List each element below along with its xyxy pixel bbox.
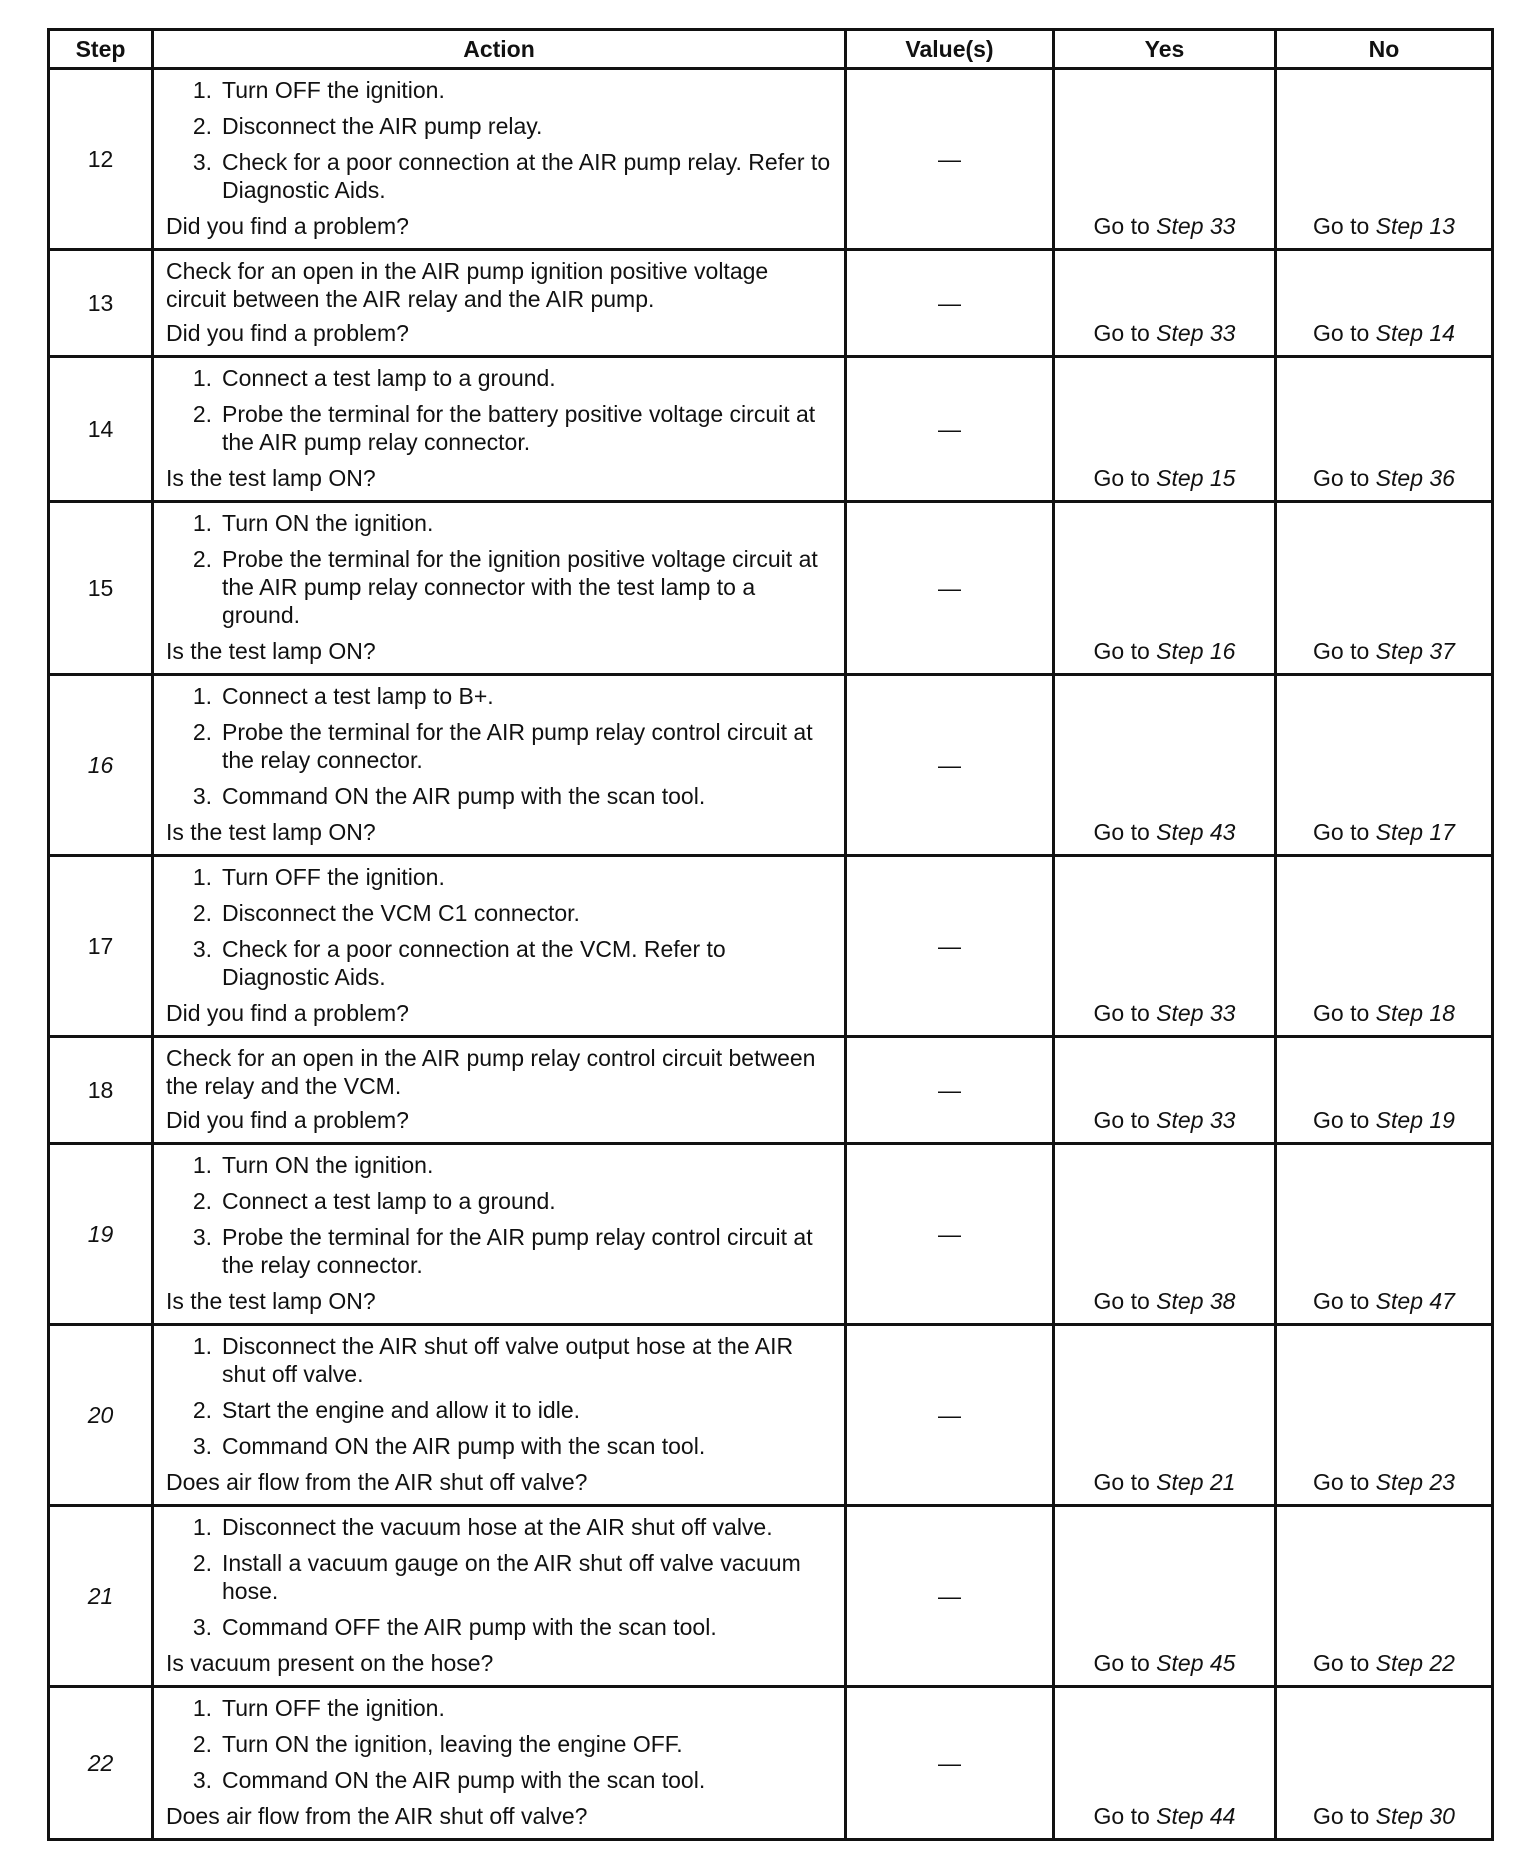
action-step-list: [166, 1151, 832, 1279]
no-prefix: Go to: [1313, 1000, 1376, 1026]
action-step-item: [166, 782, 832, 810]
no-cell: [1276, 357, 1493, 502]
action-step-item: [166, 1151, 832, 1179]
header-row: [49, 30, 1493, 69]
no-prefix: Go to: [1313, 1803, 1376, 1829]
step-number: 20: [49, 1325, 153, 1506]
no-step-link[interactable]: Step 37: [1375, 638, 1455, 664]
value-cell: —: [846, 856, 1054, 1037]
action-step-number: 1.: [192, 510, 212, 536]
action-step-list: [166, 863, 832, 991]
value-cell: —: [846, 1037, 1054, 1144]
no-step-link[interactable]: Step 17: [1375, 819, 1455, 845]
value-cell: —: [846, 502, 1054, 675]
yes-step-link[interactable]: Step 38: [1156, 1288, 1236, 1314]
yes-step-link[interactable]: Step 45: [1156, 1650, 1236, 1676]
action-step-number: 3.: [192, 1767, 212, 1793]
action-cell: [153, 856, 846, 1037]
action-step-text: Disconnect the VCM C1 connector.: [222, 900, 580, 926]
action-step-number: 3.: [192, 1433, 212, 1459]
header-yes: Yes: [1054, 30, 1276, 69]
value-cell: —: [846, 675, 1054, 856]
yes-step-link[interactable]: Step 33: [1156, 213, 1236, 239]
action-step-number: 3.: [192, 1224, 212, 1250]
yes-prefix: Go to: [1093, 1000, 1157, 1026]
action-question: Is the test lamp ON?: [166, 819, 376, 845]
no-prefix: Go to: [1313, 213, 1376, 239]
yes-prefix: Go to: [1093, 1469, 1157, 1495]
no-prefix: Go to: [1313, 465, 1376, 491]
action-step-number: 2.: [192, 113, 212, 139]
action-step-list: [166, 682, 832, 810]
yes-step-link[interactable]: Step 21: [1156, 1469, 1236, 1495]
action-step-text: Probe the terminal for the AIR pump relay control circuit at the relay connector.: [222, 1224, 813, 1278]
action-step-number: 3.: [192, 783, 212, 809]
action-step-number: 1.: [192, 77, 212, 103]
no-step-link[interactable]: Step 36: [1375, 465, 1455, 491]
action-cell: [153, 675, 846, 856]
action-step-text: Command ON the AIR pump with the scan tool.: [222, 1767, 706, 1793]
action-cell: [153, 1037, 846, 1144]
table-row: [49, 1037, 1493, 1144]
action-step-list: [166, 364, 832, 456]
yes-cell: [1054, 856, 1276, 1037]
action-step-number: 1.: [192, 1695, 212, 1721]
action-step-text: Connect a test lamp to B+.: [222, 683, 494, 709]
no-cell: [1276, 69, 1493, 250]
yes-step-link[interactable]: Step 15: [1156, 465, 1236, 491]
yes-prefix: Go to: [1093, 638, 1157, 664]
value-cell: —: [846, 357, 1054, 502]
action-step-text: Turn ON the ignition, leaving the engine OFF.: [222, 1731, 683, 1757]
yes-prefix: Go to: [1093, 1803, 1157, 1829]
header-values: Value(s): [846, 30, 1054, 69]
table-row: [49, 1506, 1493, 1687]
action-step-item: [166, 1694, 832, 1722]
table-row: [49, 69, 1493, 250]
action-step-item: [166, 76, 832, 104]
action-step-item: [166, 1432, 832, 1460]
no-cell: [1276, 250, 1493, 357]
no-prefix: Go to: [1313, 1288, 1376, 1314]
action-step-item: [166, 935, 832, 991]
action-step-text: Check for a poor connection at the VCM. Refer to Diagnostic Aids.: [222, 936, 726, 990]
value-cell: —: [846, 1144, 1054, 1325]
action-step-number: 2.: [192, 546, 212, 572]
action-step-item: [166, 1766, 832, 1794]
action-question: Is vacuum present on the hose?: [166, 1650, 494, 1676]
action-cell: [153, 1144, 846, 1325]
yes-cell: [1054, 1037, 1276, 1144]
action-question: Does air flow from the AIR shut off valve?: [166, 1803, 588, 1829]
step-number: 22: [49, 1687, 153, 1840]
no-cell: [1276, 1506, 1493, 1687]
action-cell: [153, 69, 846, 250]
action-step-text: Probe the terminal for the AIR pump relay control circuit at the relay connector.: [222, 719, 813, 773]
action-step-text: Disconnect the vacuum hose at the AIR shut off valve.: [222, 1514, 773, 1540]
action-step-item: [166, 364, 832, 392]
action-step-item: [166, 1187, 832, 1215]
yes-cell: [1054, 1687, 1276, 1840]
action-step-number: 3.: [192, 1614, 212, 1640]
action-step-list: [166, 1332, 832, 1460]
header-action: Action: [153, 30, 846, 69]
yes-step-link[interactable]: Step 33: [1156, 1000, 1236, 1026]
no-cell: [1276, 502, 1493, 675]
step-number: 13: [49, 250, 153, 357]
action-step-number: 2.: [192, 900, 212, 926]
action-step-item: [166, 1513, 832, 1541]
action-step-text: Turn OFF the ignition.: [222, 1695, 445, 1721]
table-row: [49, 856, 1493, 1037]
action-step-text: Disconnect the AIR shut off valve output hose at the AIR shut off valve.: [222, 1333, 794, 1387]
no-step-link[interactable]: Step 30: [1375, 1803, 1455, 1829]
table-body: [49, 69, 1493, 1840]
value-cell: —: [846, 1506, 1054, 1687]
no-step-link[interactable]: Step 14: [1375, 320, 1455, 346]
action-cell: [153, 357, 846, 502]
step-number: 14: [49, 357, 153, 502]
no-cell: [1276, 1325, 1493, 1506]
no-prefix: Go to: [1313, 1107, 1376, 1133]
action-step-list: [166, 509, 832, 629]
action-step-item: [166, 899, 832, 927]
action-step-number: 1.: [192, 1333, 212, 1359]
no-prefix: Go to: [1313, 320, 1376, 346]
action-cell: [153, 1325, 846, 1506]
action-step-item: [166, 718, 832, 774]
no-step-link[interactable]: Step 13: [1375, 213, 1455, 239]
no-cell: [1276, 1687, 1493, 1840]
yes-step-link[interactable]: Step 33: [1156, 320, 1236, 346]
action-step-number: 2.: [192, 401, 212, 427]
action-step-item: [166, 1223, 832, 1279]
action-step-text: Install a vacuum gauge on the AIR shut off valve vacuum hose.: [222, 1550, 801, 1604]
action-step-item: [166, 1730, 832, 1758]
step-number: 15: [49, 502, 153, 675]
action-paragraph: Check for an open in the AIR pump relay control circuit between the relay and the VCM.: [166, 1045, 816, 1099]
action-cell: [153, 502, 846, 675]
yes-cell: [1054, 502, 1276, 675]
yes-prefix: Go to: [1093, 465, 1157, 491]
action-step-text: Connect a test lamp to a ground.: [222, 365, 556, 391]
no-prefix: Go to: [1313, 638, 1376, 664]
no-prefix: Go to: [1313, 1650, 1376, 1676]
action-cell: [153, 250, 846, 357]
action-step-number: 2.: [192, 1397, 212, 1423]
yes-cell: [1054, 250, 1276, 357]
yes-step-link[interactable]: Step 16: [1156, 638, 1236, 664]
no-step-link[interactable]: Step 18: [1375, 1000, 1455, 1026]
yes-cell: [1054, 1144, 1276, 1325]
action-step-text: Start the engine and allow it to idle.: [222, 1397, 581, 1423]
action-step-number: 2.: [192, 1188, 212, 1214]
no-prefix: Go to: [1313, 1469, 1376, 1495]
no-step-link[interactable]: Step 22: [1375, 1650, 1455, 1676]
yes-step-link[interactable]: Step 33: [1156, 1107, 1236, 1133]
table-row: [49, 1687, 1493, 1840]
action-step-text: Check for a poor connection at the AIR pump relay. Refer to Diagnostic Aids.: [222, 149, 831, 203]
action-question: Did you find a problem?: [166, 1000, 409, 1026]
action-step-item: [166, 1549, 832, 1605]
yes-prefix: Go to: [1093, 320, 1157, 346]
diagnostic-table-sheet: [47, 28, 1491, 1841]
table-row: [49, 1144, 1493, 1325]
no-cell: [1276, 856, 1493, 1037]
action-step-item: [166, 509, 832, 537]
action-step-item: [166, 1613, 832, 1641]
no-prefix: Go to: [1313, 819, 1376, 845]
action-cell: [153, 1506, 846, 1687]
yes-cell: [1054, 1506, 1276, 1687]
yes-prefix: Go to: [1093, 1288, 1157, 1314]
header-no: No: [1276, 30, 1493, 69]
action-step-item: [166, 400, 832, 456]
step-number: 18: [49, 1037, 153, 1144]
action-step-number: 1.: [192, 864, 212, 890]
value-cell: —: [846, 250, 1054, 357]
value-cell: —: [846, 1687, 1054, 1840]
action-step-item: [166, 1396, 832, 1424]
action-paragraph: Check for an open in the AIR pump ignition positive voltage circuit between the AIR relay and the AIR pump.: [166, 258, 769, 312]
action-step-number: 2.: [192, 1550, 212, 1576]
action-step-item: [166, 112, 832, 140]
yes-cell: [1054, 69, 1276, 250]
action-cell: [153, 1687, 846, 1840]
yes-prefix: Go to: [1093, 1107, 1157, 1133]
header-step: Step: [49, 30, 153, 69]
step-number: 17: [49, 856, 153, 1037]
action-question: Did you find a problem?: [166, 320, 409, 346]
yes-cell: [1054, 1325, 1276, 1506]
no-cell: [1276, 1037, 1493, 1144]
action-step-item: [166, 1332, 832, 1388]
action-step-text: Probe the terminal for the ignition positive voltage circuit at the AIR pump relay connector with the test lamp to a ground.: [222, 546, 818, 628]
action-step-number: 2.: [192, 1731, 212, 1757]
yes-cell: [1054, 675, 1276, 856]
action-step-text: Probe the terminal for the battery positive voltage circuit at the AIR pump relay connector.: [222, 401, 816, 455]
step-number: 21: [49, 1506, 153, 1687]
step-number: 19: [49, 1144, 153, 1325]
table-row: [49, 1325, 1493, 1506]
no-step-link[interactable]: Step 19: [1375, 1107, 1455, 1133]
action-step-item: [166, 148, 832, 204]
action-question: Did you find a problem?: [166, 1107, 409, 1133]
action-question: Does air flow from the AIR shut off valve?: [166, 1469, 588, 1495]
yes-prefix: Go to: [1093, 1650, 1157, 1676]
action-step-text: Turn OFF the ignition.: [222, 77, 445, 103]
yes-step-link[interactable]: Step 43: [1156, 819, 1236, 845]
action-step-number: 1.: [192, 365, 212, 391]
no-cell: [1276, 1144, 1493, 1325]
action-step-text: Turn ON the ignition.: [222, 510, 434, 536]
action-step-text: Command ON the AIR pump with the scan tool.: [222, 783, 706, 809]
diagnostic-table: [47, 28, 1494, 1841]
table-row: [49, 357, 1493, 502]
action-step-list: [166, 1513, 832, 1641]
yes-cell: [1054, 357, 1276, 502]
yes-step-link[interactable]: Step 44: [1156, 1803, 1236, 1829]
action-question: Is the test lamp ON?: [166, 638, 376, 664]
action-step-text: Command OFF the AIR pump with the scan tool.: [222, 1614, 717, 1640]
action-step-text: Disconnect the AIR pump relay.: [222, 113, 543, 139]
action-step-item: [166, 682, 832, 710]
no-cell: [1276, 675, 1493, 856]
action-question: Did you find a problem?: [166, 213, 409, 239]
action-step-number: 1.: [192, 683, 212, 709]
value-cell: —: [846, 1325, 1054, 1506]
table-row: [49, 502, 1493, 675]
action-question: Is the test lamp ON?: [166, 1288, 376, 1314]
no-step-link[interactable]: Step 23: [1375, 1469, 1455, 1495]
action-question: Is the test lamp ON?: [166, 465, 376, 491]
yes-prefix: Go to: [1093, 213, 1157, 239]
table-row: [49, 250, 1493, 357]
step-number: 12: [49, 69, 153, 250]
action-step-number: 3.: [192, 149, 212, 175]
action-step-text: Connect a test lamp to a ground.: [222, 1188, 556, 1214]
action-step-list: [166, 76, 832, 204]
action-step-number: 2.: [192, 719, 212, 745]
action-step-item: [166, 863, 832, 891]
step-number: 16: [49, 675, 153, 856]
action-step-text: Turn OFF the ignition.: [222, 864, 445, 890]
table-row: [49, 675, 1493, 856]
action-step-text: Command ON the AIR pump with the scan tool.: [222, 1433, 706, 1459]
action-step-number: 1.: [192, 1514, 212, 1540]
action-step-item: [166, 545, 832, 629]
action-step-list: [166, 1694, 832, 1794]
action-step-number: 3.: [192, 936, 212, 962]
yes-prefix: Go to: [1093, 819, 1157, 845]
action-step-number: 1.: [192, 1152, 212, 1178]
value-cell: —: [846, 69, 1054, 250]
no-step-link[interactable]: Step 47: [1375, 1288, 1455, 1314]
action-step-text: Turn ON the ignition.: [222, 1152, 434, 1178]
